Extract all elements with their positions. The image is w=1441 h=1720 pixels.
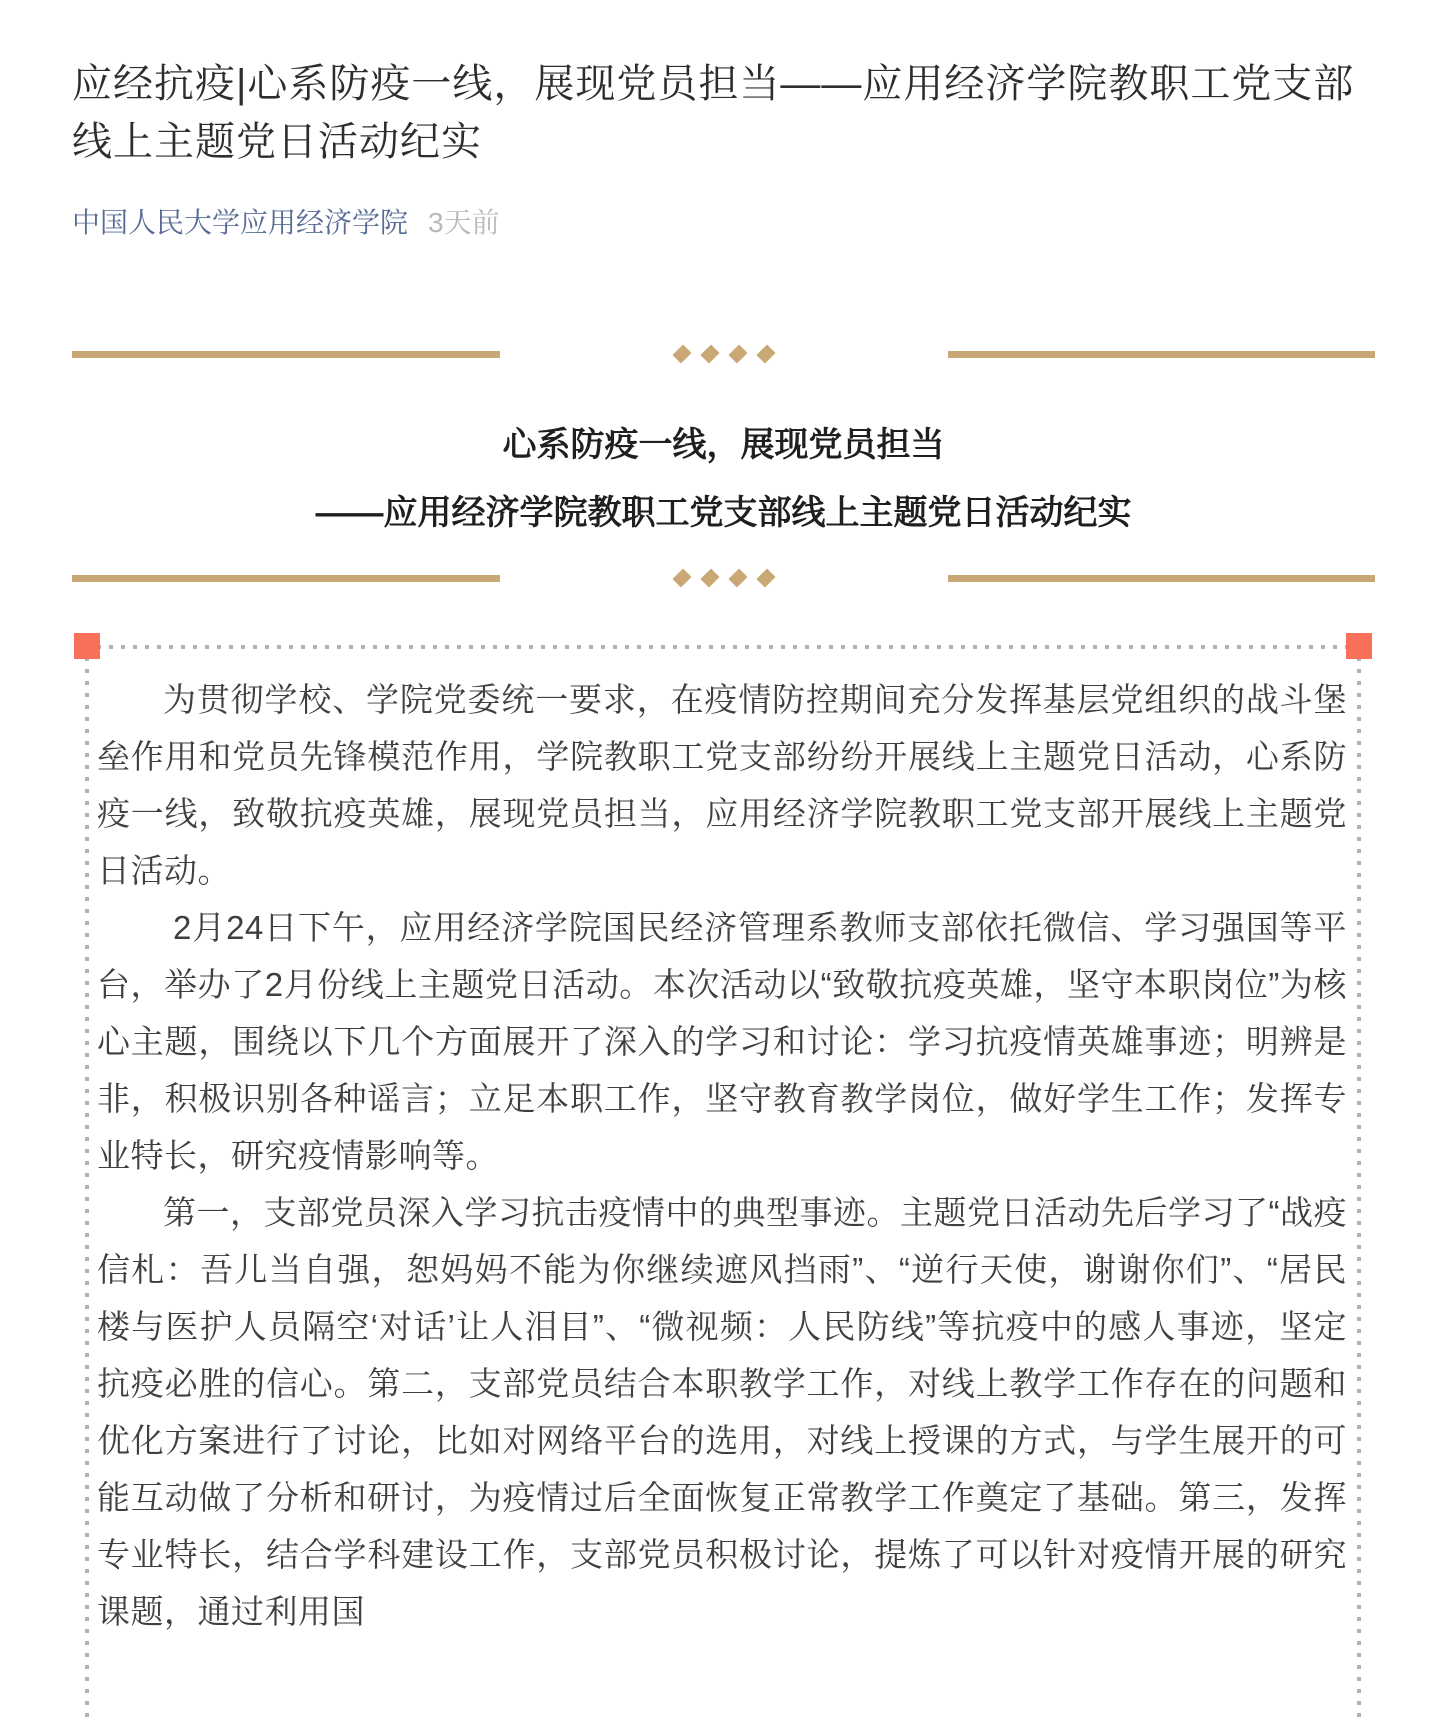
dotted-border-left: [85, 645, 89, 1720]
corner-square-top-right: [1346, 633, 1372, 659]
article-subtitle-main: 心系防疫一线，展现党员担当: [502, 426, 945, 464]
diamond-icon: [756, 344, 775, 363]
diamond-icon: [672, 568, 691, 587]
diamond-icon: [728, 568, 747, 587]
diamond-icon: [728, 344, 747, 363]
decorative-divider-top: [72, 345, 1375, 363]
paragraph: 为贯彻学校、学院党委统一要求，在疫情防控期间充分发挥基层党组织的战斗堡垒作用和党员先锋模范作用，学院教职工党支部纷纷开展线上主题党日活动，心系防疫一线，致敬抗疫英雄，展现党员担当，应用经济学院教职工党支部开展线上主题党日活动。: [97, 681, 1347, 889]
diamond-icon: [700, 568, 719, 587]
article-meta: [72, 201, 1375, 241]
divider-line: [948, 575, 1376, 582]
publish-time: 3天前: [428, 207, 500, 238]
diamond-ornaments: [676, 348, 772, 360]
diamond-icon: [700, 344, 719, 363]
divider-line: [72, 351, 500, 358]
paragraph: 第一，支部党员深入学习抗击疫情中的典型事迹。主题党日活动先后学习了“战疫信札：吾儿当自强，恕妈妈不能为你继续遮风挡雨”、“逆行天使，谢谢你们”、“居民楼与医护人员隔空‘对话’让人泪目”、“微视频：人民防线”等抗疫中的感人事迹，坚定抗疫必胜的信心。第二，支部党员结合本职教学工作，对线上教学工作存在的问题和优化方案进行了讨论，比如对网络平台的选用，对线上授课的方式，与学生展开的可能互动做了分析和研讨，为疫情过后全面恢复正常教学工作奠定了基础。第三，发挥专业特长，结合学科建设工作，支部党员积极讨论，提炼了可以针对疫情开展的研究课题，通过利用国: [97, 1194, 1347, 1630]
article-page: [0, 55, 1441, 1720]
divider-line: [948, 351, 1376, 358]
dotted-border-right: [1357, 645, 1361, 1720]
source-account-link[interactable]: 中国人民大学应用经济学院: [72, 207, 409, 238]
diamond-ornaments: [676, 572, 772, 584]
page-title: 应经抗疫|心系防疫一线，展现党员担当——应用经济学院教职工党支部线上主题党日活动纪实: [72, 62, 1355, 164]
corner-square-top-left: [74, 633, 100, 659]
diamond-icon: [672, 344, 691, 363]
article-subtitle-secondary: ——应用经济学院教职工党支部线上主题党日活动纪实: [315, 494, 1132, 532]
article-body: [97, 671, 1347, 1640]
divider-line: [72, 575, 500, 582]
article-content-box: [85, 645, 1361, 1720]
paragraph: 2月24日下午，应用经济学院国民经济管理系教师支部依托微信、学习强国等平台，举办了2月份线上主题党日活动。本次活动以“致敬抗疫英雄，坚守本职岗位”为核心主题，围绕以下几个方面展开了深入的学习和讨论：学习抗疫情英雄事迹；明辨是非，积极识别各种谣言；立足本职工作，坚守教育教学岗位，做好学生工作；发挥专业特长，研究疫情影响等。: [97, 909, 1347, 1174]
decorative-divider-bottom: [72, 569, 1375, 587]
diamond-icon: [756, 568, 775, 587]
dotted-border-top: [85, 645, 1361, 649]
